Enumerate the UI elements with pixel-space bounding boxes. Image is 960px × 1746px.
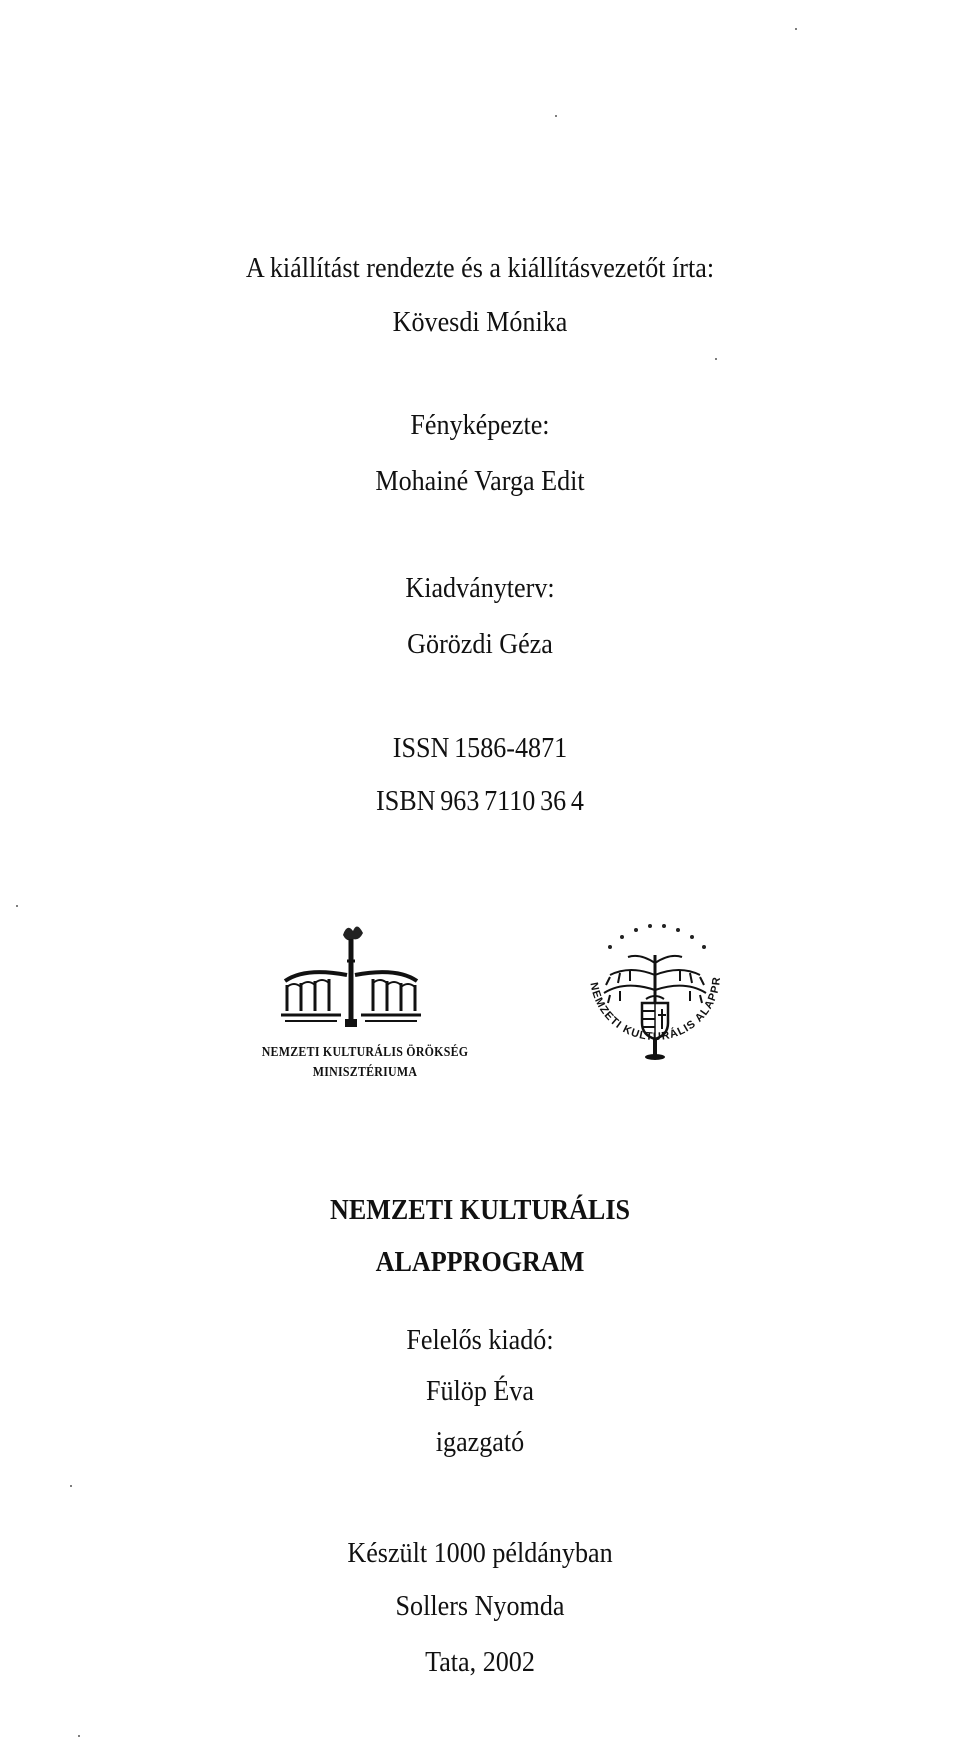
isbn-number: ISBN 963 7110 36 4 xyxy=(376,785,584,817)
alapprogram-seal xyxy=(570,915,740,1095)
photographer-label: Fényképezte: xyxy=(410,409,550,441)
ministry-name-line1: NEMZETI KULTURÁLIS ÖRÖKSÉG xyxy=(261,1045,469,1060)
place-and-year: Tata, 2002 xyxy=(425,1646,535,1678)
arranger-name: Kövesdi Mónika xyxy=(392,306,568,338)
publisher-title: igazgató xyxy=(435,1426,525,1458)
design-label: Kiadványterv: xyxy=(405,572,555,604)
colonnade-emblem-icon xyxy=(225,915,505,1045)
scan-speck xyxy=(70,1485,72,1487)
publisher-name: Fülöp Éva xyxy=(425,1375,535,1407)
issn-number: ISSN 1586-4871 xyxy=(392,732,568,764)
scan-speck xyxy=(78,1735,80,1737)
ministry-logo xyxy=(225,915,505,1105)
scan-speck xyxy=(795,28,797,30)
publisher-label: Felelős kiadó: xyxy=(406,1324,554,1356)
arranger-label: A kiállítást rendezte és a kiállításvezetőt írta: xyxy=(245,252,715,284)
design-name: Görözdi Géza xyxy=(407,628,553,660)
print-run: Készült 1000 példányban xyxy=(347,1537,613,1569)
printer-name: Sollers Nyomda xyxy=(395,1590,565,1622)
coat-of-arms-icon xyxy=(642,996,668,1060)
seal-ring-text: NEMZETI KULTURÁLIS ALAPPR xyxy=(587,975,724,1044)
scan-speck xyxy=(16,905,18,907)
dotted-arc-icon xyxy=(608,924,706,949)
sponsor-heading-line2: ALAPPROGRAM xyxy=(375,1246,585,1278)
scan-speck xyxy=(555,115,557,117)
ministry-name-line2: MINISZTÉRIUMA xyxy=(312,1065,418,1080)
scan-speck xyxy=(715,358,717,360)
sponsor-heading-line1: NEMZETI KULTURÁLIS xyxy=(329,1194,631,1226)
photographer-name: Mohainé Varga Edit xyxy=(375,465,585,497)
